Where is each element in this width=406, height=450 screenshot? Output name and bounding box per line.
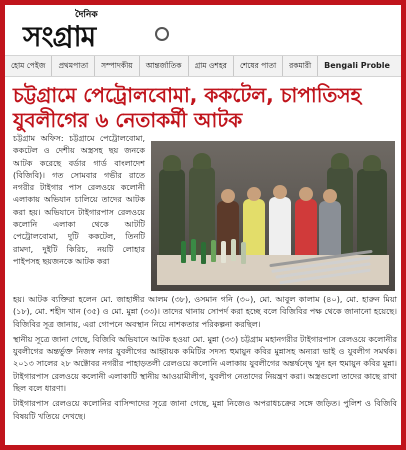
bottle-shape <box>201 242 206 264</box>
nav-item-home[interactable]: হোম পেইজ <box>5 56 52 76</box>
article-paragraph: হয়। আটক ব্যক্তিরা হলেন মো. জাহাঙ্গীর আলম (৩৮), ওসমান গনি (৩০), মো. আবুল কালাম (৪০), মো. হারুন মিয়া (১৮), মো. শহীদ খান (৩৫) ও মো. মুন্না (৩৩)। তাদের থানায় সোপর্দ করা হচ্ছে বলে বিজিবির পক্ষ থেকে জানানো হয়েছে। বিজিবির সূত্র জানায়, এরা গোপনে অবস্থান নিয়ে নাশকতার পরিকল্পনা করছিল। <box>13 295 397 329</box>
person-head <box>273 185 287 199</box>
bottle-shape <box>211 240 216 262</box>
article-paragraph: স্থানীয় সূত্রে জানা গেছে, বিজিবি অভিযানে আটক হওয়া মো. মুন্না (৩৩) চট্টগ্রাম মহানগরীর টাইগারপাস রেলওয়ে কলোনীর যুবলীগের অন্তর্ভুক্ত নিজস্ব নগর যুবলীগের আহ্বায়ক কমিটির সদস্য হুমায়ুন কবির মুন্নাসহ অন্যরা ভাই ও যুবলীগ সমর্থক। ২০১৩ সালের ২৮ অক্টোবর নগরীর পাহাড়তলী রেলওয়ে কলোনি এলাকায় যুবলীগের অন্তর্দ্বন্দ্বে খুন হন হুমায়ুন কবির মুন্না। টাইগারপাস রেলওয়ে কলোনী এলাকাটি স্থানীয় আওয়ামীলীগ, যুবলীগ নেতাদের নিয়ন্ত্রণ করা। অস্ত্রগুলো তাদের কাছে রাখা ছিল বলে ধারণা। <box>13 334 397 394</box>
bottle-shape <box>241 242 246 264</box>
headline-line-1: চট্টগ্রামে পেট্রোলবোমা, ককটেল, চাপাতিসহ <box>13 83 362 107</box>
logo-daily-label: দৈনিক <box>75 10 98 20</box>
headline-line-2: যুবলীগের ৬ নেতাকর্মী আটক <box>13 108 243 132</box>
nav-bar <box>5 55 401 77</box>
bottle-shape <box>231 239 236 261</box>
masthead <box>5 5 401 53</box>
helmet-shape <box>193 153 211 169</box>
person-head <box>247 187 261 201</box>
site-logo[interactable]: সংগ্রাম <box>23 20 96 53</box>
article-body <box>13 294 397 426</box>
helmet-shape <box>163 155 181 171</box>
person-head <box>323 189 337 203</box>
logo-ring-icon <box>155 27 169 41</box>
nav-item-miscellany[interactable]: রকমারী <box>283 56 318 76</box>
news-photo <box>151 141 395 291</box>
person-figure <box>243 199 265 259</box>
bottle-shape <box>191 239 196 261</box>
bottle-shape <box>181 241 186 263</box>
helmet-shape <box>331 153 349 169</box>
article-paragraph: টাইগারপাস রেলওয়ে কলোনির বাসিন্দাদের সূত্রে জানা গেছে, মুন্না নিজেও অপরাধচক্রের সঙ্গে জড়িত। পুলিশ ও বিজিবি বিষয়টি খতিয়ে দেখছে। <box>13 399 397 421</box>
nav-item-village-city[interactable]: গ্রাম ওশহর <box>189 56 234 76</box>
person-head <box>299 187 313 201</box>
nav-item-last-page[interactable]: শেষের পাতা <box>234 56 283 76</box>
person-figure <box>269 197 291 259</box>
nav-item-bengali-problem[interactable]: Bengali Proble <box>324 61 390 70</box>
article-lead-column: চট্টগ্রাম অফিস: চট্টগ্রামে পেট্রোলবোমা, ককটেল ও দেশীয় অস্ত্রসহ ছয় জনকে আটক করেছে বর্ডার গার্ড বাংলাদেশ (বিজিবি)। গত সোমবার গভীর রাতে নগরীর টাইগার পাস রেলওয়ে কলোনী এলাকায় অভিযান চালিয়ে তাদের আটক করা হয়। অভিযানে টাইগারপাস রেলওয়ে কলোনি এলাকা থেকে আটটি পেট্রোলবোমা, দুটি ককটেল, তিনটি রামদা, দুইটি কিরিচ, নয়টি লোহার পাইপসহ ছয়জনকে আটক করা <box>13 134 145 266</box>
newspaper-page <box>5 5 401 445</box>
guard-figure <box>357 169 387 259</box>
article-headline <box>13 83 397 133</box>
person-figure <box>319 201 341 259</box>
person-figure <box>295 199 317 259</box>
nav-item-front-page[interactable]: প্রথমপাতা <box>52 56 95 76</box>
bottle-shape <box>221 241 226 263</box>
nav-item-editorial[interactable]: সম্পাদকীয় <box>95 56 140 76</box>
nav-item-international[interactable]: আন্তর্জাতিক <box>140 56 189 76</box>
person-head <box>221 189 235 203</box>
helmet-shape <box>363 155 381 171</box>
